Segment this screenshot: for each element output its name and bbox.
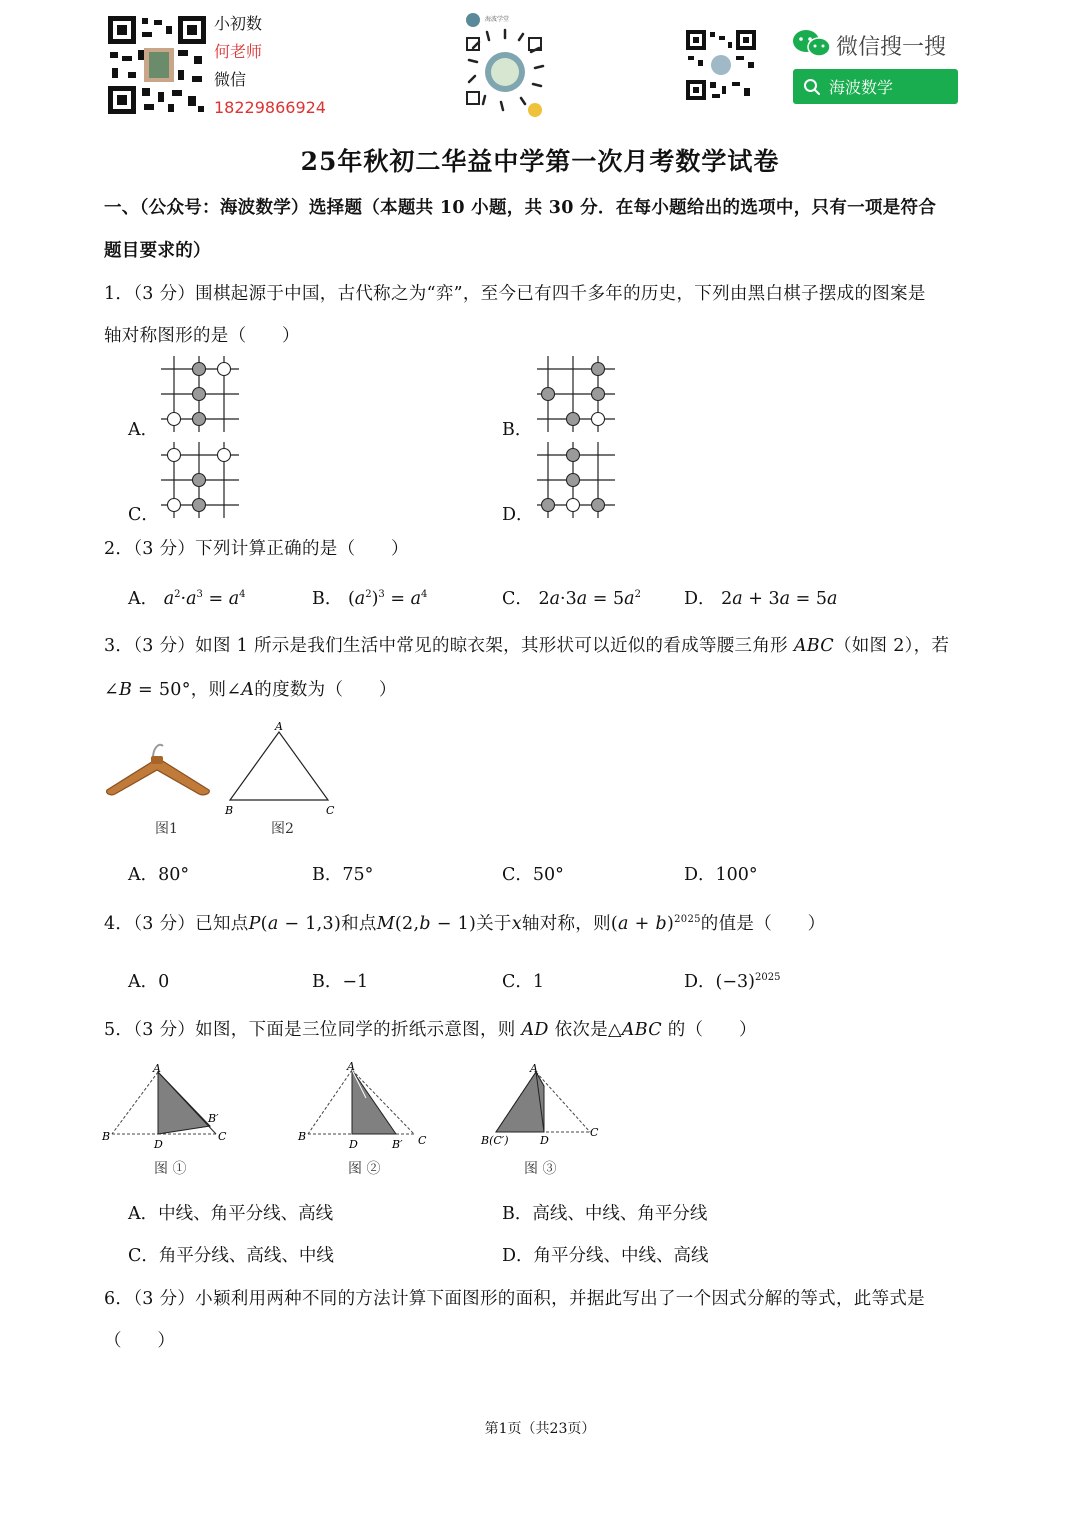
- q5-figure-1: [100, 1060, 240, 1150]
- q5-option-a: A．中线、角平分线、高线: [128, 1204, 334, 1224]
- q2-option-b-formula: $(a^2)^3 = a^4$: [347, 589, 428, 609]
- svg-text:C: C: [218, 1130, 227, 1143]
- q3-stem-line1: [104, 632, 984, 657]
- q5-figure2-caption: 图 ②: [348, 1161, 381, 1177]
- q4-axis-x: x: [511, 914, 522, 934]
- q4-stem-mid1: 和点: [341, 914, 377, 934]
- q3-stem-line1-part2: （如图 2），若: [833, 636, 950, 656]
- q3-stem-line2: [104, 676, 984, 701]
- q5-triangle-name: ABC: [621, 1020, 662, 1040]
- q5-figure-3: [478, 1060, 608, 1150]
- q4-stem-mid3: 轴对称，则: [521, 914, 611, 934]
- q1-option-b-label: B．: [502, 420, 533, 440]
- q4-option-d-formula: $(-3)^{2025}$: [715, 972, 781, 992]
- q1-stem-line2: 轴对称图形的是（ ）: [104, 326, 300, 346]
- q3-option-b: B．75°: [312, 865, 374, 885]
- q1-go-board-c: [158, 442, 242, 518]
- q4-stem-mid2: 关于: [476, 914, 512, 934]
- wechat-search-button-label: 海波数学: [829, 78, 894, 97]
- q5-figure-2: [296, 1058, 436, 1150]
- q2-option-c-label: C．: [502, 589, 533, 609]
- wechat-search-button[interactable]: [793, 69, 958, 104]
- q2-option-b: [312, 585, 427, 610]
- q3-option-a: A．80°: [128, 865, 190, 885]
- q3-triangle-figure: [222, 718, 342, 818]
- q2-option-c-formula: $2a\cdot 3a = 5a^2$: [538, 589, 641, 609]
- contact-phone: 18229866924: [214, 98, 326, 117]
- q5-option-c: C．角平分线、高线、中线: [128, 1246, 334, 1266]
- q4-expression: $(a + b)^{2025}$: [610, 914, 701, 934]
- q3-figure2-caption: 图2: [271, 821, 294, 837]
- q1-stem-line1: 1．（3 分）围棋起源于中国，古代称之为“弈”，至今已有四千多年的历史，下列由黑白棋子摆成的图案是: [104, 284, 926, 304]
- q4-option-d: [684, 968, 780, 993]
- q5-stem: [104, 1016, 984, 1041]
- q1-option-a-label: A．: [128, 420, 159, 440]
- q3-stem-line1-part1: 3．（3 分）如图 1 所示是我们生活中常见的晾衣架，其形状可以近似的看成等腰三角形: [104, 636, 794, 656]
- svg-text:A: A: [347, 1060, 355, 1073]
- svg-text:A: A: [153, 1062, 161, 1075]
- q5-option-b: B．高线、中线、角平分线: [502, 1204, 708, 1224]
- q1-go-board-b: [534, 356, 618, 432]
- mini-program-code-icon: [465, 12, 545, 122]
- q1-go-board-d: [534, 442, 618, 518]
- section1-heading-line1: 一、（公众号：海波数学）选择题（本题共 10 小题，共 30 分．在每小题给出的选项中，只有一项是符合: [104, 198, 937, 218]
- svg-text:A: A: [530, 1062, 538, 1075]
- search-icon: [803, 78, 821, 96]
- q2-option-d-label: D．: [684, 589, 716, 609]
- q3-vertex-a: A: [275, 720, 283, 733]
- exam-title: 25年秋初二华益中学第一次月考数学试卷: [300, 147, 780, 176]
- q3-option-c: C．50°: [502, 865, 564, 885]
- svg-text:B: B: [102, 1130, 111, 1143]
- q6-stem-line1: 6．（3 分）小颖利用两种不同的方法计算下面图形的面积，并据此写出了一个因式分解的等式，此等式是: [104, 1289, 925, 1309]
- svg-text:B′: B′: [392, 1138, 403, 1150]
- q3-vertex-c: C: [326, 804, 335, 817]
- mini-program-label: 海波学堂: [485, 16, 510, 23]
- q5-figure1-caption: 图 ①: [154, 1161, 187, 1177]
- q2-option-a-formula: $a^2\cdot a^3 = a^4$: [163, 589, 246, 609]
- contact-info: [214, 10, 326, 122]
- q3-angle-b-given: ∠B = 50°: [104, 680, 191, 700]
- svg-text:D: D: [349, 1138, 358, 1150]
- q3-angle-a: ∠A: [226, 680, 255, 700]
- q5-segment-ad: AD: [521, 1020, 549, 1040]
- qr-code-left: [108, 16, 206, 114]
- q6-stem-line2: （ ）: [104, 1331, 176, 1351]
- q2-option-a: [128, 585, 246, 610]
- q4-option-d-label: D．: [684, 972, 716, 992]
- svg-text:C: C: [418, 1134, 427, 1147]
- q1-option-c-label: C．: [128, 505, 159, 525]
- page-footer: 第1页（共23页）: [484, 1421, 596, 1437]
- svg-text:B: B: [298, 1130, 307, 1143]
- q3-hanger-figure: [103, 738, 213, 808]
- q2-option-d: [684, 585, 837, 610]
- q3-figure1-caption: 图1: [155, 821, 178, 837]
- qr-code-right: [686, 30, 756, 100]
- q4-stem: [104, 910, 984, 935]
- q3-triangle-name: ABC: [793, 636, 834, 656]
- q2-stem: 2．（3 分）下列计算正确的是（ ）: [104, 539, 409, 559]
- q2-option-c: [502, 585, 641, 610]
- contact-line-1: 小初数: [214, 14, 263, 33]
- q2-option-b-label: B．: [312, 589, 343, 609]
- q4-point-m: M(2,b − 1): [376, 914, 477, 934]
- contact-line-3: 微信: [214, 70, 247, 89]
- q4-option-a: A．0: [128, 972, 170, 992]
- svg-text:C: C: [590, 1126, 599, 1139]
- q5-option-d: D．角平分线、中线、高线: [502, 1246, 709, 1266]
- q3-stem-line2-part2: 的度数为（ ）: [254, 680, 397, 700]
- q4-option-c: C．1: [502, 972, 545, 992]
- q5-stem-part1: 5．（3 分）如图，下面是三位同学的折纸示意图，则: [104, 1020, 522, 1040]
- q4-point-p: P(a − 1,3): [248, 914, 342, 934]
- q1-go-board-a: [158, 356, 242, 432]
- q3-stem-line2-part1: ，则: [190, 680, 227, 700]
- wechat-search-title: 微信搜一搜: [836, 35, 947, 60]
- q5-stem-part3: 的（ ）: [661, 1020, 757, 1040]
- q4-stem-prefix: 4．（3 分）已知点: [104, 914, 249, 934]
- q3-vertex-b: B: [225, 804, 234, 817]
- svg-text:D: D: [154, 1138, 163, 1150]
- q2-option-a-label: A．: [128, 589, 159, 609]
- q5-figure3-caption: 图 ③: [524, 1161, 557, 1177]
- q1-option-d-label: D．: [502, 505, 534, 525]
- q4-stem-tail: 的值是（ ）: [700, 914, 826, 934]
- section1-heading-line2: 题目要求的）: [104, 241, 211, 261]
- q2-option-d-formula: 2a + 3a = 5a: [721, 589, 838, 609]
- svg-text:D: D: [540, 1134, 549, 1147]
- q4-option-b: B．−1: [312, 972, 369, 992]
- q5-stem-part2: 依次是△: [548, 1020, 622, 1040]
- svg-text:B′: B′: [208, 1112, 219, 1125]
- svg-text:B(C′): B(C′): [481, 1134, 509, 1147]
- q3-option-d: D．100°: [684, 865, 758, 885]
- contact-line-2: 何老师: [214, 42, 263, 61]
- mini-program-badge: [465, 12, 545, 122]
- wechat-logo-icon: [792, 28, 832, 60]
